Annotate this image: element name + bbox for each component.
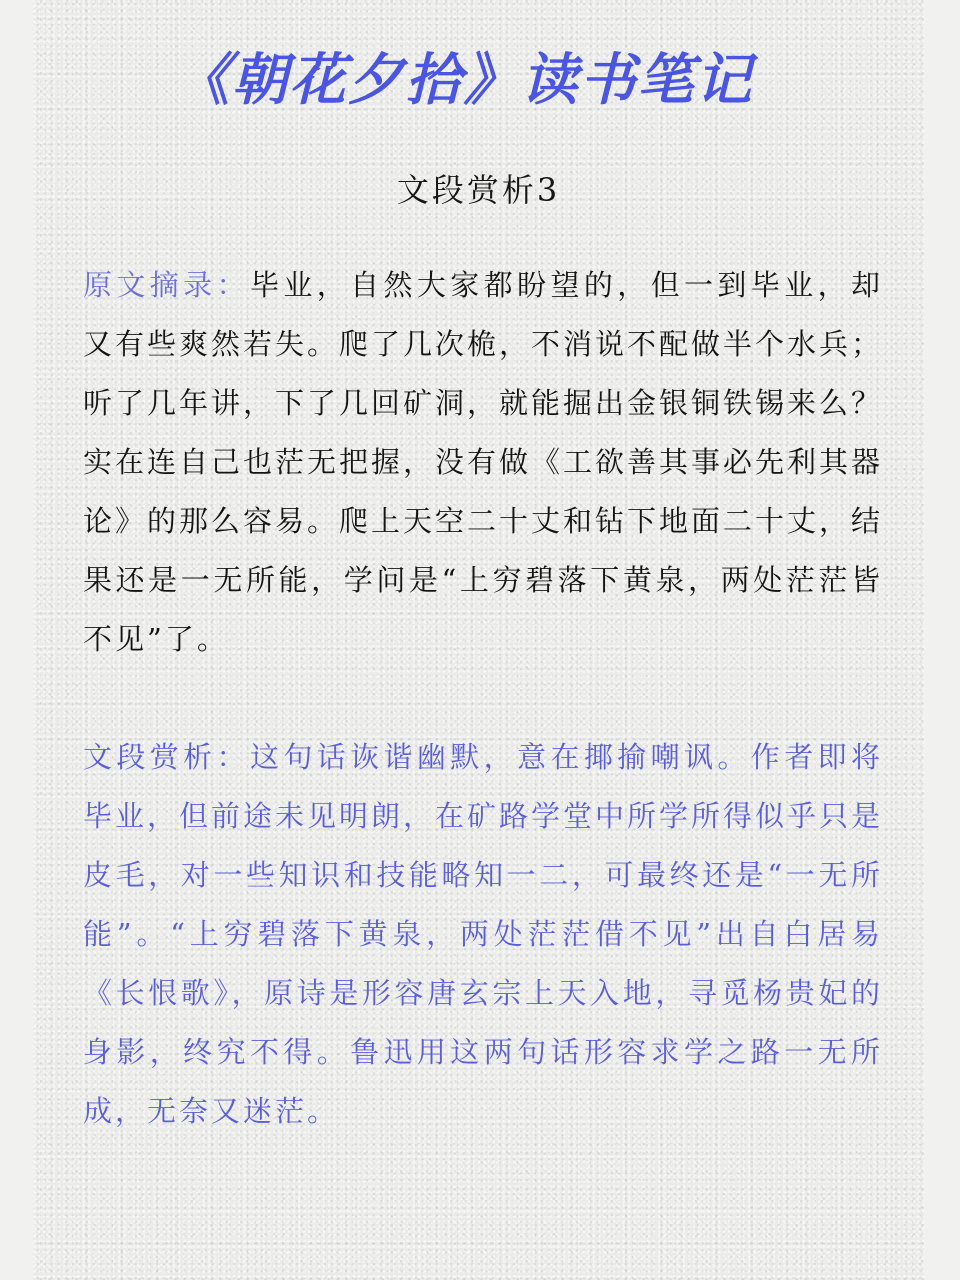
analysis-label: 文段赏析： bbox=[83, 740, 250, 774]
original-excerpt-text: 毕业，自然大家都盼望的，但一到毕业，却又有些爽然若失。爬了几次桅，不消说不配做半个水兵；听了几年讲，下了几回矿洞，就能掘出金银铜铁锡来么？实在连自己也茫无把握，没有做《工欲善其事必先利其器论》的那么容易。爬上天空二十丈和钻下地面二十丈，结果还是一无所能，学问是“上穷碧落下黄泉，两处茫茫皆不见”了。 bbox=[83, 268, 884, 656]
page-title: 《朝花夕拾》读书笔记 bbox=[173, 48, 754, 113]
original-excerpt-paragraph bbox=[83, 256, 883, 669]
paper-background bbox=[33, 0, 924, 1280]
analysis-text: 这句话诙谐幽默，意在揶揄嘲讽。作者即将毕业，但前途未见明朗，在矿路学堂中所学所得似乎只是皮毛，对一些知识和技能略知一二，可最终还是“一无所能”。“上穷碧落下黄泉，两处茫茫借不见”出自白居易《长恨歌》，原诗是形容唐玄宗上天入地，寻觅杨贵妃的身影，终究不得。鲁迅用这两句话形容求学之路一无所成，无奈又迷茫。 bbox=[83, 740, 884, 1128]
section-subtitle: 文段赏析3 bbox=[396, 171, 561, 209]
analysis-paragraph bbox=[83, 728, 883, 1141]
original-excerpt-label: 原文摘录： bbox=[83, 268, 250, 302]
